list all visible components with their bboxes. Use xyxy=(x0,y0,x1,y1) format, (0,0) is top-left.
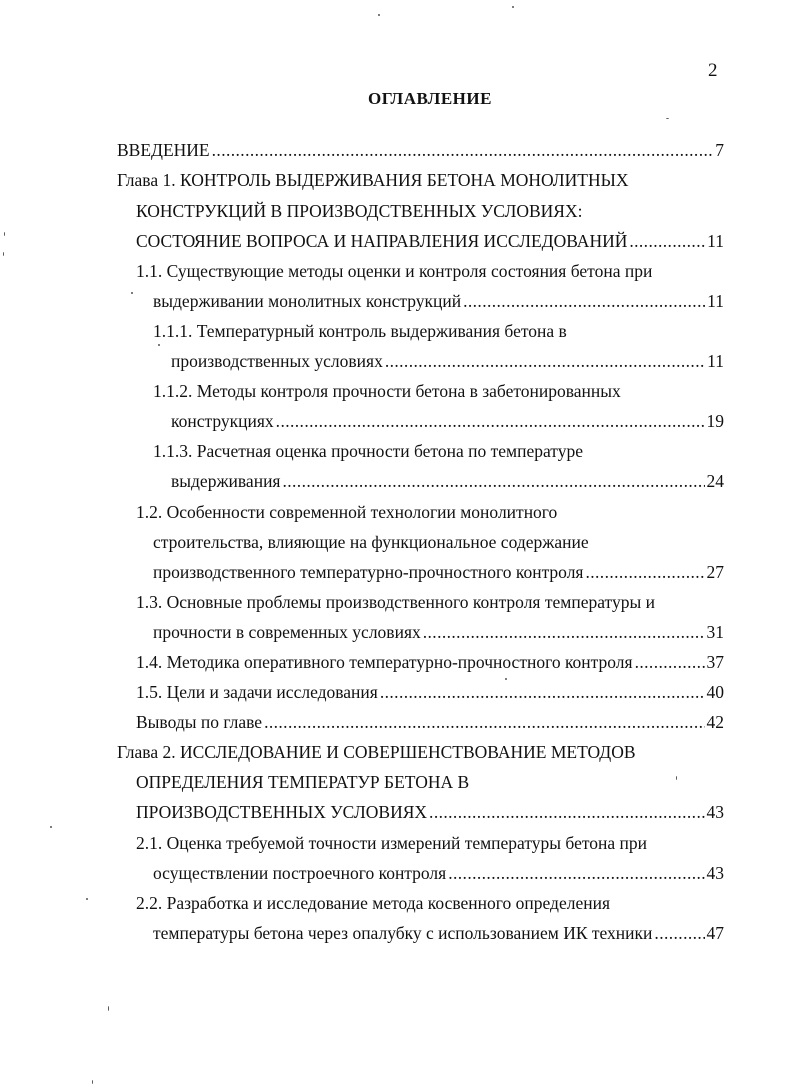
toc-entry-page: 11 xyxy=(707,231,724,251)
toc-entry-text: ВВЕДЕНИЕ xyxy=(117,140,210,160)
toc-entry-1-1-1-line-2[interactable] xyxy=(171,347,724,375)
toc-entry-chapter-2-line-2[interactable] xyxy=(136,768,469,796)
toc-entry-1-1-line-2[interactable] xyxy=(153,287,724,315)
toc-leader-dots xyxy=(585,558,704,586)
toc-entry-chapter-1-line-2[interactable] xyxy=(136,197,582,225)
toc-entry-2-1-line-2[interactable] xyxy=(153,859,724,887)
toc-entry-text: строительства, влияющие на функциональное содержание xyxy=(153,532,589,552)
toc-entry-text: осуществлении построечного контроля xyxy=(153,863,447,883)
toc-entry-page: 11 xyxy=(707,351,724,371)
scan-speck xyxy=(131,292,133,294)
toc-entry-text: температуры бетона через опалубку с использованием ИК техники xyxy=(153,923,653,943)
toc-entry-chapter-1-conclusions[interactable] xyxy=(136,708,724,736)
toc-leader-dots xyxy=(423,618,705,646)
toc-entry-chapter-2-line-1[interactable] xyxy=(117,738,636,766)
toc-entry-text: 1.1.3. Расчетная оценка прочности бетона по температуре xyxy=(153,441,583,461)
toc-leader-dots xyxy=(264,708,704,736)
scan-speck xyxy=(676,776,677,780)
toc-entry-text: 1.1. Существующие методы оценки и контроля состояния бетона при xyxy=(136,261,653,281)
scan-speck xyxy=(86,898,88,900)
toc-entry-page: 43 xyxy=(706,863,724,883)
toc-entry-text: выдерживании монолитных конструкций xyxy=(153,291,462,311)
toc-entry-text: 1.1.1. Температурный контроль выдерживания бетона в xyxy=(153,321,567,341)
toc-entry-text: Глава 1. КОНТРОЛЬ ВЫДЕРЖИВАНИЯ БЕТОНА МОНОЛИТНЫХ xyxy=(117,170,629,190)
toc-entry-page: 42 xyxy=(706,712,724,732)
toc-entry-1-3-line-1[interactable] xyxy=(136,588,655,616)
toc-entry-text: 1.4. Методика оперативного температурно-прочностного контроля xyxy=(136,652,633,672)
toc-leader-dots xyxy=(463,287,705,315)
toc-entry-text: 1.1.2. Методы контроля прочности бетона в забетонированных xyxy=(153,381,621,401)
toc-entry-1-2-line-2[interactable] xyxy=(153,528,589,556)
toc-leader-dots xyxy=(276,407,705,435)
scan-speck xyxy=(50,826,52,828)
toc-entry-page: 24 xyxy=(706,471,724,491)
toc-entry-1-1-line-1[interactable] xyxy=(136,257,652,285)
toc-entry-1-3-line-2[interactable] xyxy=(153,618,724,646)
toc-entry-page: 19 xyxy=(706,411,724,431)
toc-leader-dots xyxy=(380,678,705,706)
toc-leader-dots xyxy=(385,347,705,375)
toc-entry-page: 47 xyxy=(706,923,724,943)
toc-entry-1-5[interactable] xyxy=(136,678,724,706)
toc-entry-text: 1.5. Цели и задачи исследования xyxy=(136,682,378,702)
toc-entry-page: 7 xyxy=(715,140,724,160)
toc-entry-text: конструкциях xyxy=(171,411,274,431)
toc-entry-text: Глава 2. ИССЛЕДОВАНИЕ И СОВЕРШЕНСТВОВАНИЕ МЕТОДОВ xyxy=(117,742,636,762)
scan-speck xyxy=(666,118,669,119)
toc-entry-text: 2.2. Разработка и исследование метода косвенного определения xyxy=(136,893,610,913)
toc-entry-text: выдерживания xyxy=(171,471,281,491)
toc-entry-1-1-2-line-1[interactable] xyxy=(153,377,621,405)
toc-entry-page: 27 xyxy=(706,562,724,582)
toc-entry-text: 2.1. Оценка требуемой точности измерений температуры бетона при xyxy=(136,833,648,853)
scan-speck xyxy=(505,678,507,680)
toc-entry-1-2-line-1[interactable] xyxy=(136,498,557,526)
toc-entry-chapter-2-line-3[interactable] xyxy=(136,798,724,826)
scan-speck xyxy=(4,232,5,236)
toc-entry-text: производственного температурно-прочностного контроля xyxy=(153,562,584,582)
toc-entry-page: 43 xyxy=(706,802,724,822)
scan-speck xyxy=(3,252,4,256)
toc-entry-introduction[interactable] xyxy=(117,136,724,164)
toc-leader-dots xyxy=(629,227,705,255)
toc-entry-page: 37 xyxy=(706,652,724,672)
scan-speck xyxy=(512,6,514,8)
toc-entry-page: 31 xyxy=(706,622,724,642)
toc-entry-text: 1.3. Основные проблемы производственного контроля температуры и xyxy=(136,592,655,612)
scan-speck xyxy=(92,1080,93,1084)
toc-title-text: ОГЛАВЛЕНИЕ xyxy=(368,89,492,108)
toc-entry-2-2-line-2[interactable] xyxy=(153,919,724,947)
toc-entry-1-1-3-line-1[interactable] xyxy=(153,437,583,465)
toc-leader-dots xyxy=(212,136,714,164)
toc-entry-chapter-1-line-3[interactable] xyxy=(136,227,724,255)
toc-leader-dots xyxy=(282,467,704,495)
toc-leader-dots xyxy=(429,798,704,826)
toc-entry-chapter-1-line-1[interactable] xyxy=(117,166,629,194)
toc-entry-text: 1.2. Особенности современной технологии монолитного xyxy=(136,502,558,522)
toc-entry-1-4[interactable] xyxy=(136,648,724,676)
toc-entry-text: КОНСТРУКЦИЙ В ПРОИЗВОДСТВЕННЫХ УСЛОВИЯХ: xyxy=(136,201,583,221)
toc-entry-page: 11 xyxy=(707,291,724,311)
toc-entry-text: ОПРЕДЕЛЕНИЯ ТЕМПЕРАТУР БЕТОНА В xyxy=(136,772,470,792)
toc-entry-text: Выводы по главе xyxy=(136,712,263,732)
toc-entry-page: 40 xyxy=(706,682,724,702)
scan-speck xyxy=(378,14,380,16)
toc-entry-2-2-line-1[interactable] xyxy=(136,889,610,917)
toc-entry-1-1-3-line-2[interactable] xyxy=(171,467,724,495)
toc-title xyxy=(0,89,796,109)
toc-leader-dots xyxy=(448,859,704,887)
toc-leader-dots xyxy=(654,919,704,947)
toc-entry-text: ПРОИЗВОДСТВЕННЫХ УСЛОВИЯХ xyxy=(136,802,428,822)
toc-entry-text: СОСТОЯНИЕ ВОПРОСА И НАПРАВЛЕНИЯ ИССЛЕДОВАНИЙ xyxy=(136,231,628,251)
page-number: 2 xyxy=(708,60,718,81)
scan-speck xyxy=(108,1006,109,1011)
toc-entry-1-2-line-3[interactable] xyxy=(153,558,724,586)
scan-speck xyxy=(158,344,160,346)
toc-entry-text: прочности в современных условиях xyxy=(153,622,421,642)
toc-entry-text: производственных условиях xyxy=(171,351,383,371)
toc-entry-2-1-line-1[interactable] xyxy=(136,829,647,857)
toc-leader-dots xyxy=(635,648,705,676)
toc-entry-1-1-2-line-2[interactable] xyxy=(171,407,724,435)
toc-entry-1-1-1-line-1[interactable] xyxy=(153,317,567,345)
